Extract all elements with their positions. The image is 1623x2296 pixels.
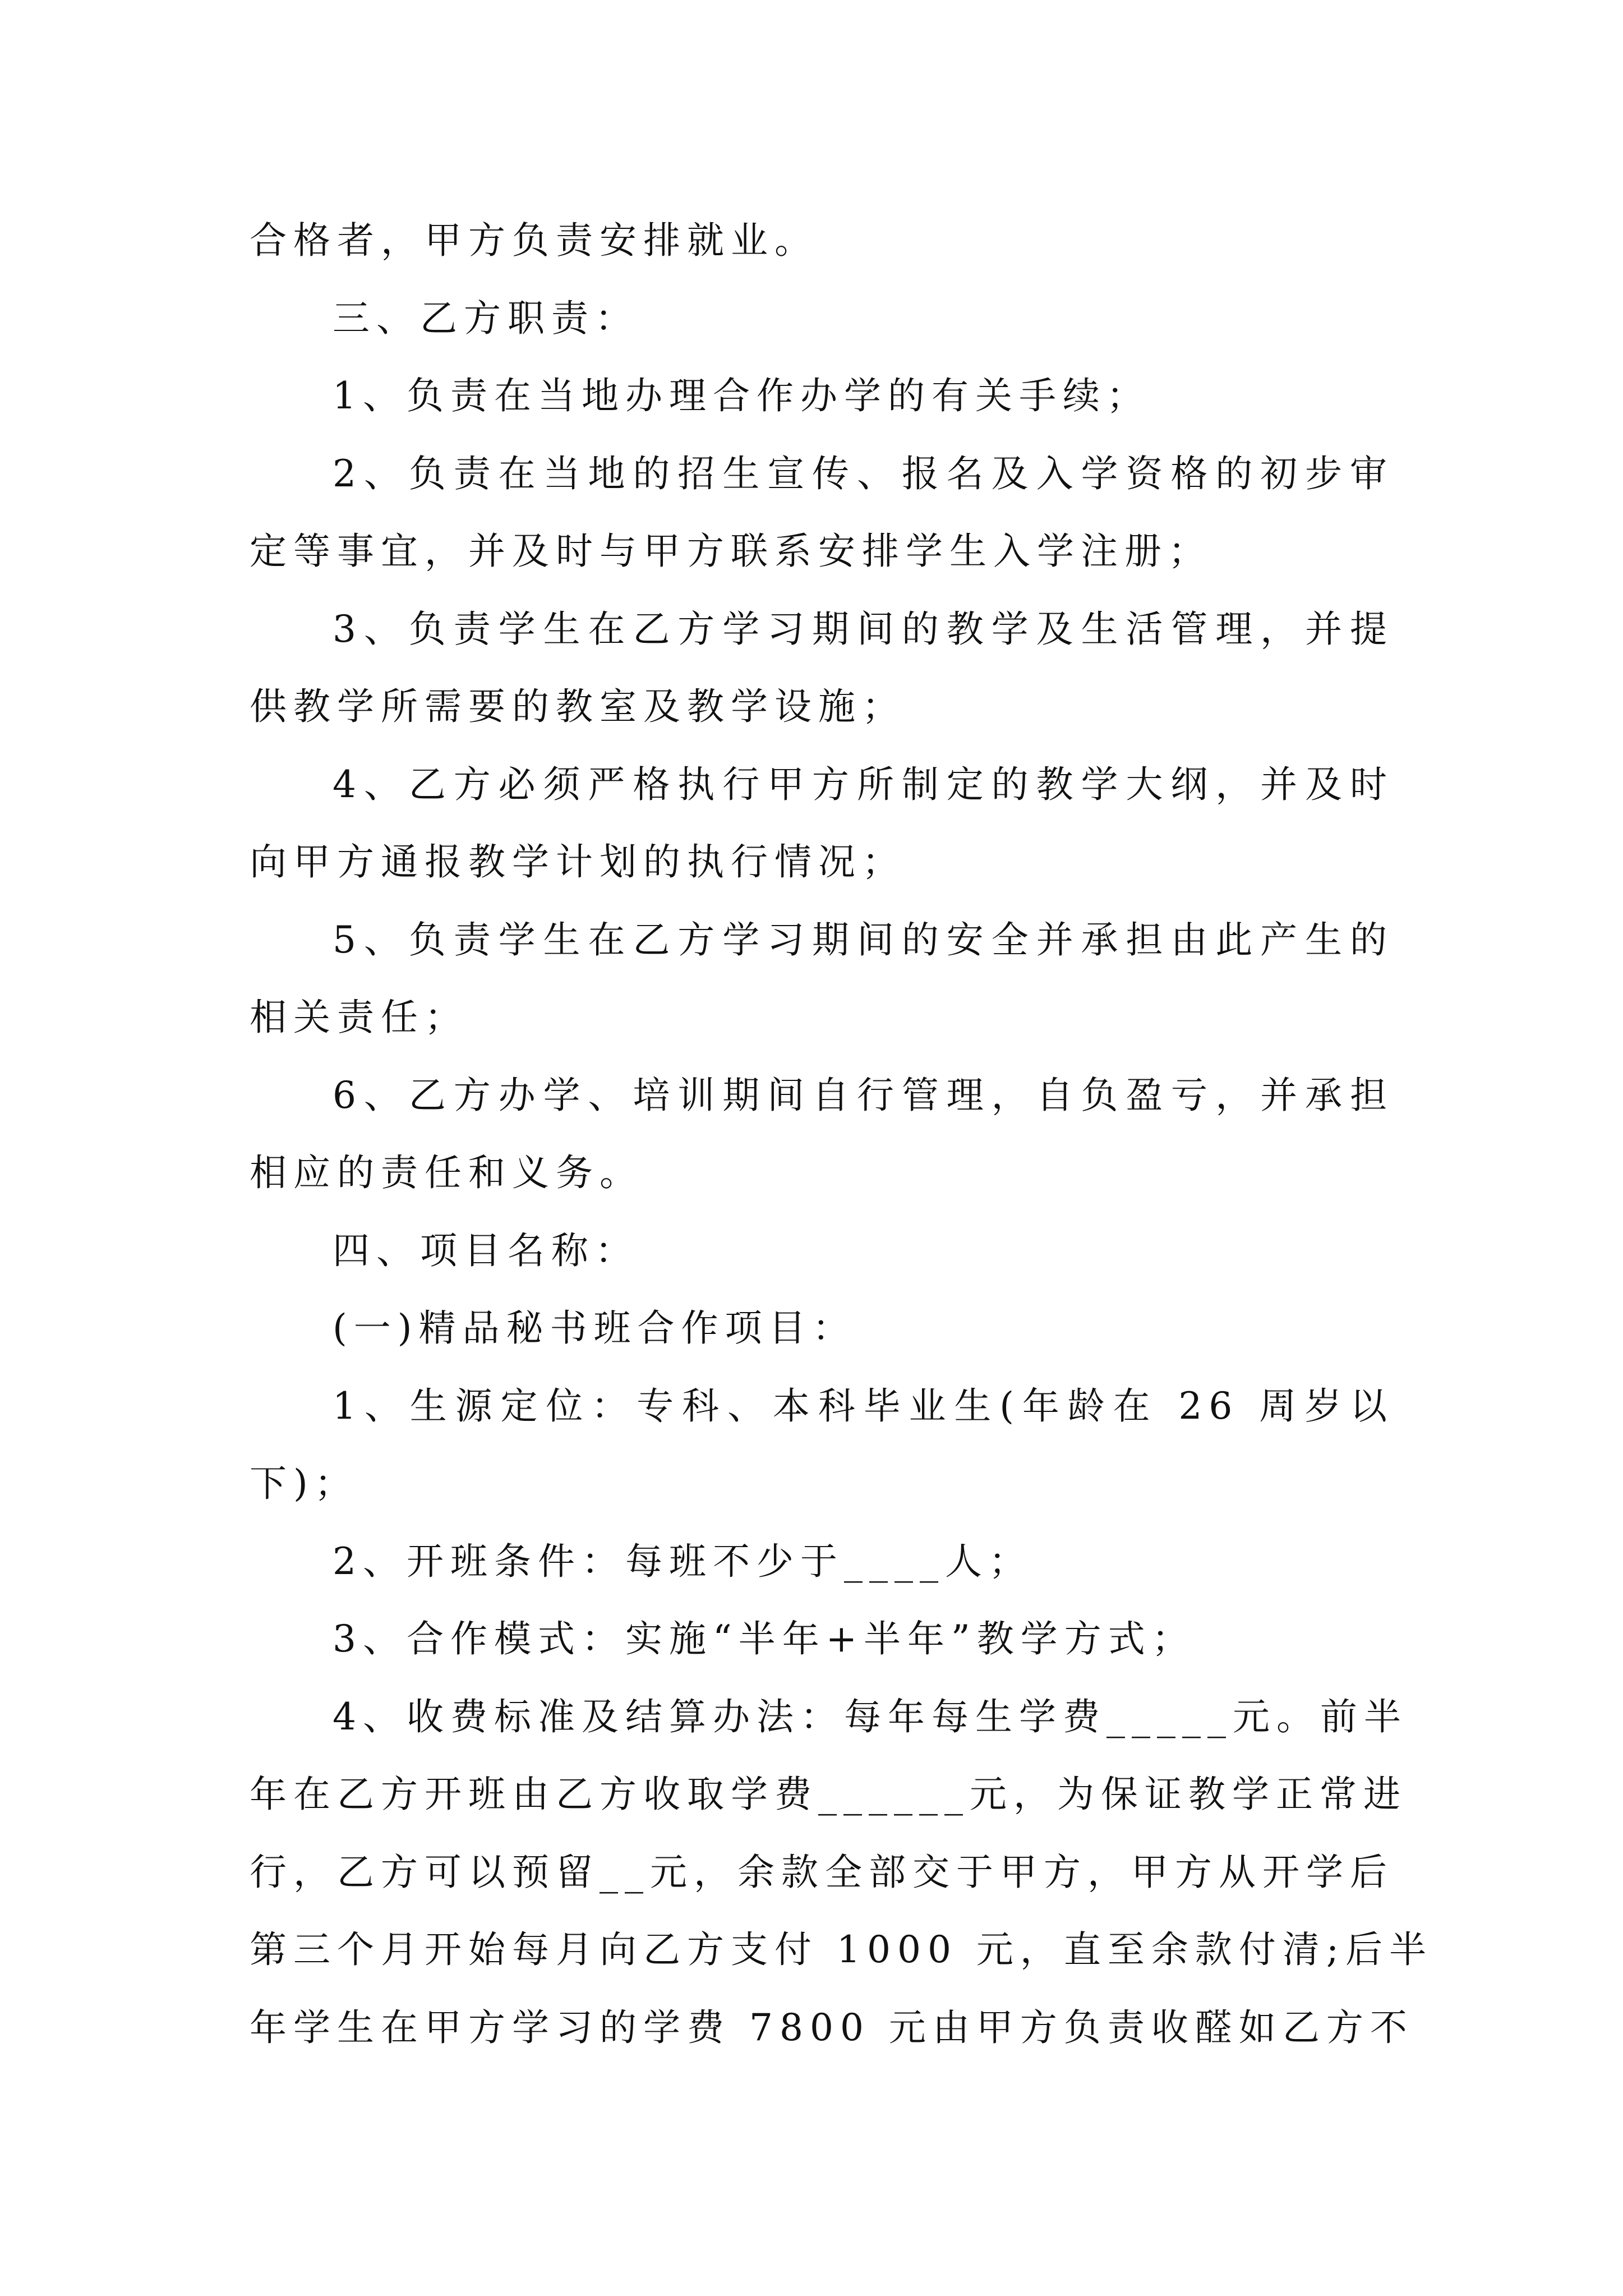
list-item: 3、合作模式：实施“半年+半年”教学方式； xyxy=(333,1617,1196,1660)
subsection-heading: (一)精品秘书班合作项目： xyxy=(333,1306,856,1350)
list-item: 1、生源定位：专科、本科毕业生(年龄在 26 周岁以 xyxy=(333,1384,1394,1428)
list-item: 4、收费标准及结算办法：每年每生学费_____元。前半 xyxy=(333,1695,1408,1738)
list-item: 2、开班条件：每班不少于____人； xyxy=(333,1539,1032,1583)
list-item: 5、负责学生在乙方学习期间的安全并承担由此产生的 xyxy=(333,918,1394,961)
text-line: 供教学所需要的教室及教学设施； xyxy=(250,685,906,728)
list-item: 1、负责在当地办理合作办学的有关手续； xyxy=(333,374,1150,417)
list-item: 2、负责在当地的招生宣传、报名及入学资格的初步审 xyxy=(333,452,1394,495)
text-line: 相应的责任和义务。 xyxy=(250,1151,643,1194)
text-line: 合格者，甲方负责安排就业。 xyxy=(250,219,818,262)
section-heading: 三、乙方职责： xyxy=(333,296,639,340)
list-item: 6、乙方办学、培训期间自行管理，自负盈亏，并承担 xyxy=(333,1073,1394,1117)
text-line: 行，乙方可以预留__元，余款全部交于甲方，甲方从开学后 xyxy=(250,1850,1394,1894)
text-line: 向甲方通报教学计划的执行情况； xyxy=(250,840,906,884)
list-item: 3、负责学生在乙方学习期间的教学及生活管理，并提 xyxy=(333,607,1394,651)
text-line: 定等事宜，并及时与甲方联系安排学生入学注册； xyxy=(250,530,1212,573)
text-line: 年学生在甲方学习的学费 7800 元由甲方负责收醛如乙方不 xyxy=(250,2005,1414,2049)
section-heading: 四、项目名称： xyxy=(333,1228,639,1272)
text-line: 下)； xyxy=(250,1462,358,1505)
document-body xyxy=(250,202,1433,2067)
list-item: 4、乙方必须严格执行甲方所制定的教学大纲，并及时 xyxy=(333,762,1394,806)
text-line: 第三个月开始每月向乙方支付 1000 元，直至余款付清;后半 xyxy=(250,1928,1433,1971)
text-line: 年在乙方开班由乙方收取学费______元，为保证教学正常进 xyxy=(250,1773,1407,1816)
text-line: 相关责任； xyxy=(250,996,468,1039)
